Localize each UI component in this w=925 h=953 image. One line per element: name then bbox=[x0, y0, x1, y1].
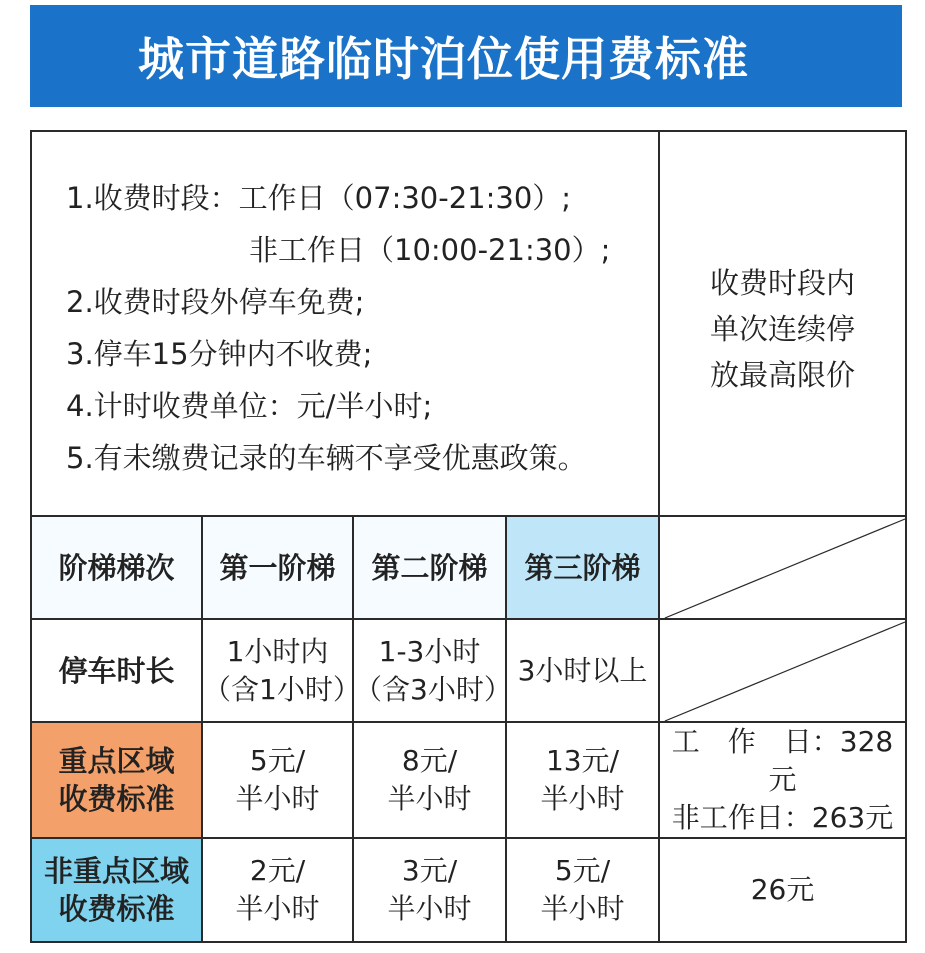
label-line: 收费标准 bbox=[58, 782, 175, 816]
note-line: 4.计时收费单位：元/半小时; bbox=[66, 389, 433, 423]
key-area-label bbox=[31, 722, 202, 838]
price-line: 2元/ bbox=[249, 854, 306, 887]
fee-notes bbox=[31, 131, 659, 516]
empty-diagonal-cell bbox=[659, 516, 906, 619]
note-line: 5.有未缴费记录的车辆不享受优惠政策。 bbox=[66, 441, 587, 475]
note-line: 3.停车15分钟内不收费; bbox=[66, 337, 373, 371]
price-line: 5元/ bbox=[554, 854, 611, 887]
key-area-price-cap bbox=[659, 722, 906, 838]
cap-header-line: 单次连续停 bbox=[710, 311, 856, 346]
non-key-area-tier-2-price bbox=[353, 838, 506, 942]
diagonal-line bbox=[660, 517, 905, 618]
price-line: 半小时 bbox=[235, 782, 320, 815]
cap-header-line: 收费时段内 bbox=[710, 265, 856, 300]
cap-line: 非工作日：263元 bbox=[671, 801, 894, 834]
duration-line: （含1小时） bbox=[203, 672, 361, 706]
cap-header-line: 放最高限价 bbox=[710, 357, 856, 392]
label-line: 非重点区域 bbox=[43, 854, 189, 888]
price-line: 半小时 bbox=[235, 892, 320, 925]
note-line: 非工作日（10:00-21:30）; bbox=[249, 233, 611, 267]
duration-line: （含3小时） bbox=[354, 672, 512, 706]
duration-label: 停车时长 bbox=[31, 619, 202, 722]
non-key-area-label bbox=[31, 838, 202, 942]
label-line: 收费标准 bbox=[58, 892, 175, 926]
tier-1-header: 第一阶梯 bbox=[202, 516, 353, 619]
duration-line: 3小时以上 bbox=[517, 653, 648, 687]
tier-label: 阶梯梯次 bbox=[31, 516, 202, 619]
note-line: 2.收费时段外停车免费; bbox=[66, 285, 365, 319]
non-key-area-price-cap: 26元 bbox=[659, 838, 906, 942]
tier-1-duration bbox=[202, 619, 361, 722]
tier-2-header: 第二阶梯 bbox=[353, 516, 506, 619]
price-line: 8元/ bbox=[401, 744, 458, 777]
duration-line: 1小时内 bbox=[226, 634, 329, 668]
duration-line: 1-3小时 bbox=[378, 634, 481, 668]
tier-2-duration bbox=[353, 619, 512, 722]
tier-3-duration bbox=[506, 619, 659, 722]
key-area-tier-2-price bbox=[353, 722, 506, 838]
non-key-area-tier-3-price bbox=[506, 838, 659, 942]
cap-line: 工 作 日：328元 bbox=[671, 725, 894, 796]
non-key-area-tier-1-price bbox=[202, 838, 353, 942]
price-line: 半小时 bbox=[387, 892, 472, 925]
key-area-tier-3-price bbox=[506, 722, 659, 838]
price-line: 13元/ bbox=[545, 744, 620, 777]
price-line: 半小时 bbox=[540, 782, 625, 815]
price-line: 半小时 bbox=[387, 782, 472, 815]
diagonal-line bbox=[660, 620, 905, 721]
price-cap-header bbox=[659, 131, 906, 516]
price-line: 5元/ bbox=[249, 744, 306, 777]
price-line: 半小时 bbox=[540, 892, 625, 925]
price-line: 3元/ bbox=[401, 854, 458, 887]
parking-fee-table bbox=[30, 130, 907, 943]
note-line: 1.收费时段：工作日（07:30-21:30）; bbox=[66, 181, 572, 215]
key-area-tier-1-price bbox=[202, 722, 353, 838]
tier-3-header: 第三阶梯 bbox=[506, 516, 659, 619]
empty-diagonal-cell bbox=[659, 619, 906, 722]
label-line: 重点区域 bbox=[58, 744, 175, 778]
page-title: 城市道路临时泊位使用费标准 bbox=[30, 5, 902, 107]
